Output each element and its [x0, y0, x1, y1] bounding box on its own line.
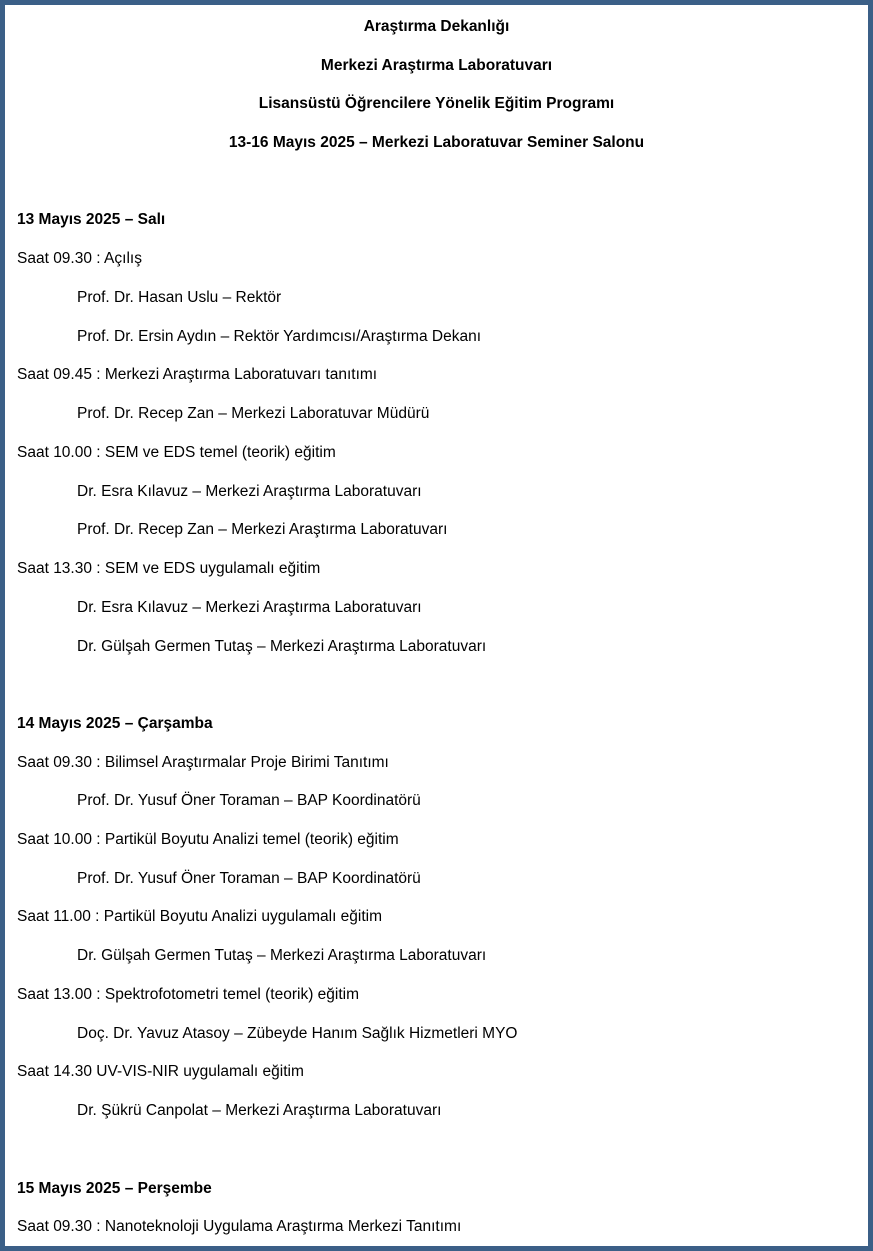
- date-venue-title: 13-16 Mayıs 2025 – Merkezi Laboratuvar Seminer Salonu: [228, 134, 645, 151]
- speaker-line: Prof. Dr. Recep Zan – Merkezi Araştırma Laboratuvarı: [77, 521, 448, 538]
- day-title: 15 Mayıs 2025 – Perşembe: [17, 1180, 212, 1197]
- session-line: Saat 09.30 : Bilimsel Araştırmalar Proje Birimi Tanıtımı: [17, 754, 389, 771]
- speaker-line: Prof. Dr. Yusuf Öner Toraman – BAP Koordinatörü: [77, 870, 421, 887]
- day-title: 13 Mayıs 2025 – Salı: [17, 211, 166, 228]
- session-line: Saat 13.30 : SEM ve EDS uygulamalı eğitim: [17, 560, 321, 577]
- speaker-line: Dr. Gülşah Germen Tutaş – Merkezi Araştırma Laboratuvarı: [77, 638, 487, 655]
- speaker-line: Prof. Dr. Hasan Uslu – Rektör: [77, 289, 282, 306]
- speaker-line: Dr. Şükrü Canpolat – Merkezi Araştırma Laboratuvarı: [77, 1102, 442, 1119]
- session-line: Saat 10.00 : SEM ve EDS temel (teorik) eğitim: [17, 444, 336, 461]
- speaker-line: Dr. Esra Kılavuz – Merkezi Araştırma Laboratuvarı: [77, 483, 422, 500]
- session-line: Saat 10.00 : Partikül Boyutu Analizi temel (teorik) eğitim: [17, 831, 399, 848]
- speaker-line: Doç. Dr. Yavuz Atasoy – Zübeyde Hanım Sağlık Hizmetleri MYO: [77, 1025, 518, 1042]
- speaker-line: Prof. Dr. Ersin Aydın – Rektör Yardımcısı/Araştırma Dekanı: [77, 328, 482, 345]
- session-line: Saat 09.45 : Merkezi Araştırma Laboratuvarı tanıtımı: [17, 366, 378, 383]
- session-line: Saat 09.30 : Nanoteknoloji Uygulama Araştırma Merkezi Tanıtımı: [17, 1218, 462, 1235]
- speaker-line: Prof. Dr. Recep Zan – Merkezi Laboratuvar Müdürü: [77, 405, 430, 422]
- lab-title: Merkezi Araştırma Laboratuvarı: [320, 57, 553, 74]
- session-line: Saat 13.00 : Spektrofotometri temel (teorik) eğitim: [17, 986, 360, 1003]
- speaker-line: Dr. Esra Kılavuz – Merkezi Araştırma Laboratuvarı: [77, 599, 422, 616]
- program-title: Lisansüstü Öğrencilere Yönelik Eğitim Programı: [258, 95, 615, 112]
- session-line: Saat 11.00 : Partikül Boyutu Analizi uygulamalı eğitim: [17, 908, 383, 925]
- speaker-line: Prof. Dr. Yusuf Öner Toraman – BAP Koordinatörü: [77, 792, 421, 809]
- dean-office-title: Araştırma Dekanlığı: [363, 18, 510, 35]
- speaker-line: Dr. Gülşah Germen Tutaş – Merkezi Araştırma Laboratuvarı: [77, 947, 487, 964]
- day-title: 14 Mayıs 2025 – Çarşamba: [17, 715, 213, 732]
- session-line: Saat 09.30 : Açılış: [17, 250, 142, 267]
- session-line: Saat 14.30 UV-VIS-NIR uygulamalı eğitim: [17, 1063, 304, 1080]
